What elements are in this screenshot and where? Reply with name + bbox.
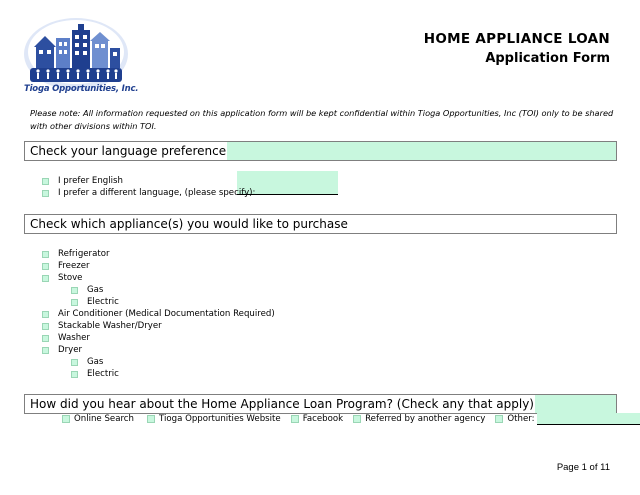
referral-facebook[interactable]: Facebook (291, 414, 343, 424)
referral-heading: How did you hear about the Home Appliance Loan Program? (Check any that apply) (30, 397, 534, 411)
language-option-english[interactable]: I prefer English (42, 175, 123, 187)
appliance-freezer[interactable]: Freezer (42, 260, 90, 272)
appliance-dryer-gas[interactable]: Gas (71, 356, 103, 368)
language-heading-field[interactable] (227, 142, 616, 160)
appliance-air-conditioner[interactable]: Air Conditioner (Medical Documentation Required) (42, 308, 275, 320)
appliance-stackable-washer-dryer[interactable]: Stackable Washer/Dryer (42, 320, 162, 332)
checkbox[interactable] (71, 359, 78, 366)
checkbox[interactable] (42, 251, 49, 258)
checkbox[interactable] (42, 178, 49, 185)
checkbox[interactable] (42, 311, 49, 318)
form-title: HOME APPLIANCE LOAN (423, 31, 610, 47)
appliance-refrigerator[interactable]: Refrigerator (42, 248, 110, 260)
appliance-washer[interactable]: Washer (42, 332, 90, 344)
checkbox[interactable] (42, 275, 49, 282)
checkbox[interactable] (42, 347, 49, 354)
checkbox[interactable] (71, 287, 78, 294)
checkbox[interactable] (62, 415, 70, 423)
referral-options (62, 412, 640, 425)
page-number: Page 1 of 11 (556, 462, 610, 473)
checkbox[interactable] (42, 263, 49, 270)
appliance-stove[interactable]: Stove (42, 272, 82, 284)
appliance-heading: Check which appliance(s) you would like to purchase (30, 217, 348, 231)
checkbox[interactable] (42, 190, 49, 197)
appliance-stove-electric[interactable]: Electric (71, 296, 119, 308)
language-option-other[interactable]: I prefer a different language, (please specify): (42, 187, 255, 199)
referral-heading-field[interactable] (535, 395, 616, 413)
appliance-section-header (24, 214, 617, 234)
logo-caption: Tioga Opportunities, Inc. (24, 84, 139, 94)
confidentiality-note: Please note: All information requested on this application form will be kept confidential within Tioga Opportunities, Inc (TOI) only to be shared with other divisions within TOI. (30, 108, 614, 131)
referral-other[interactable]: Other: (495, 413, 640, 425)
checkbox[interactable] (71, 299, 78, 306)
form-subtitle: Application Form (485, 51, 610, 66)
referral-another-agency[interactable]: Referred by another agency (353, 414, 485, 424)
checkbox[interactable] (71, 371, 78, 378)
checkbox[interactable] (147, 415, 155, 423)
language-heading: Check your language preference (30, 144, 227, 158)
language-section-header (24, 141, 617, 161)
referral-online-search[interactable]: Online Search (62, 414, 134, 424)
referral-section-header (24, 394, 617, 414)
checkbox[interactable] (495, 415, 503, 423)
referral-other-field[interactable] (537, 413, 640, 425)
referral-toi-website[interactable]: Tioga Opportunities Website (147, 414, 281, 424)
checkbox[interactable] (42, 323, 49, 330)
checkbox[interactable] (353, 415, 361, 423)
checkbox[interactable] (42, 335, 49, 342)
appliance-dryer-electric[interactable]: Electric (71, 368, 119, 380)
appliance-stove-gas[interactable]: Gas (71, 284, 103, 296)
checkbox[interactable] (291, 415, 299, 423)
appliance-dryer[interactable]: Dryer (42, 344, 82, 356)
